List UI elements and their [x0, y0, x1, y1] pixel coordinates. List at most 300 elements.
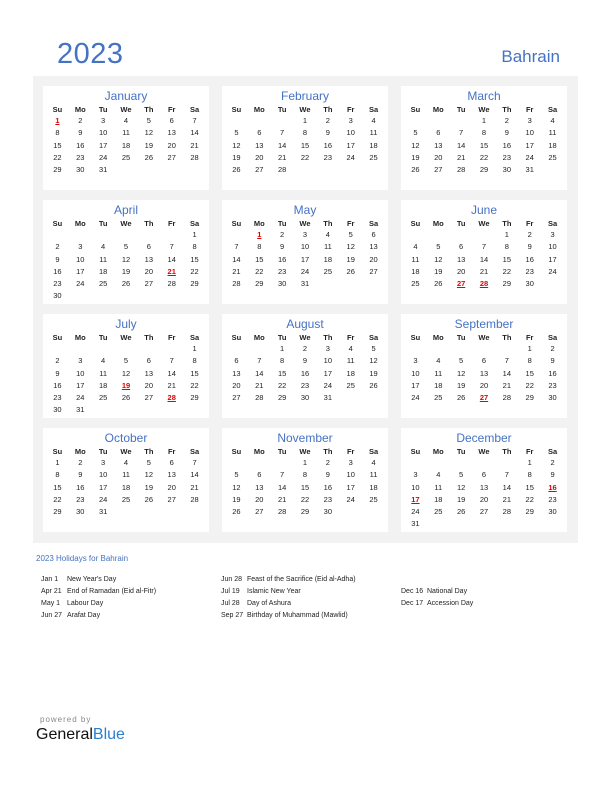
day-cell: 5	[234, 128, 239, 138]
day-cell: 30	[76, 165, 85, 175]
day-cell: 1	[280, 344, 285, 353]
day-cell: 9	[504, 128, 509, 138]
month-name: May	[293, 203, 317, 217]
weekday-header: Th	[323, 447, 333, 456]
day-cell: 20	[479, 380, 489, 390]
day-cell: 27	[255, 507, 264, 517]
day-cell: 15	[255, 254, 264, 264]
holiday-day: 19	[121, 380, 131, 390]
day-cell: 5	[459, 470, 464, 480]
day-cell: 25	[369, 494, 378, 504]
empty-cell	[271, 457, 294, 469]
day-cell: 27	[167, 494, 176, 504]
day-cell: 11	[369, 470, 378, 480]
day-cell: 31	[411, 519, 420, 529]
day-cell: 8	[527, 470, 532, 480]
holiday-row	[401, 598, 473, 610]
month-name: December	[456, 431, 512, 445]
holiday-day: 16	[548, 482, 557, 492]
day-cell: 25	[548, 152, 557, 162]
day-cell: 19	[456, 494, 466, 504]
day-cell: 23	[323, 152, 333, 162]
day-cell: 5	[234, 470, 239, 480]
day-cell: 27	[255, 165, 264, 175]
day-cell: 3	[550, 230, 555, 239]
weekday-header: Th	[502, 447, 512, 456]
day-cell: 25	[434, 393, 443, 403]
day-cell: 14	[277, 482, 287, 492]
empty-cell	[271, 115, 294, 127]
day-cell: 6	[169, 458, 174, 467]
day-cell: 2	[325, 116, 330, 125]
weekday-header: Th	[502, 105, 512, 114]
day-cell: 30	[300, 393, 310, 403]
day-cell: 6	[459, 242, 464, 252]
weekday-header: Mo	[432, 447, 444, 456]
day-cell: 22	[525, 494, 534, 504]
day-cell: 11	[548, 128, 557, 138]
month-grid	[43, 331, 209, 417]
day-cell: 18	[434, 494, 443, 504]
empty-cell	[404, 343, 427, 355]
day-cell: 29	[479, 165, 489, 175]
weekday-header: Tu	[456, 105, 466, 114]
day-cell: 31	[76, 405, 85, 415]
weekday-header: Sa	[547, 333, 558, 342]
holiday-name: New Year's Day	[67, 576, 117, 583]
month-name: July	[115, 317, 137, 331]
day-cell: 15	[525, 368, 534, 378]
day-cell: 19	[144, 140, 154, 150]
day-cell: 13	[167, 470, 176, 480]
empty-cell	[450, 229, 473, 241]
day-cell: 29	[300, 507, 310, 517]
day-cell: 31	[323, 393, 333, 403]
month-name: October	[104, 431, 148, 445]
day-cell: 11	[369, 128, 378, 138]
day-cell: 26	[456, 393, 466, 403]
holiday-name: Accession Day	[427, 600, 474, 607]
holiday-name: Arafat Day	[67, 612, 101, 619]
day-cell: 5	[348, 230, 353, 239]
month-name: March	[467, 89, 501, 103]
day-cell: 4	[436, 356, 441, 366]
day-cell: 31	[525, 165, 534, 175]
day-cell: 26	[456, 507, 466, 517]
day-cell: 8	[192, 242, 197, 252]
month-grid	[43, 103, 209, 176]
holiday-row	[41, 598, 156, 610]
brand-general: General	[36, 726, 93, 743]
day-cell: 22	[479, 152, 489, 162]
day-cell: 7	[459, 128, 464, 138]
day-cell: 19	[121, 266, 131, 276]
day-cell: 24	[98, 494, 108, 504]
day-cell: 13	[255, 482, 264, 492]
day-cell: 7	[504, 470, 509, 480]
day-cell: 18	[323, 254, 333, 264]
day-cell: 29	[255, 279, 264, 289]
month-grid	[401, 103, 567, 176]
month-april	[43, 200, 209, 304]
day-cell: 3	[413, 356, 418, 366]
day-cell: 15	[190, 368, 199, 378]
day-cell: 25	[346, 380, 355, 390]
day-cell: 11	[122, 470, 130, 480]
day-cell: 7	[280, 128, 285, 138]
day-cell: 29	[190, 279, 199, 289]
day-cell: 25	[411, 279, 420, 289]
weekday-header: Sa	[189, 219, 200, 228]
weekday-header: Su	[52, 219, 63, 228]
day-cell: 2	[302, 344, 308, 353]
weekday-header: Sa	[547, 219, 558, 228]
month-march	[401, 86, 567, 190]
day-cell: 6	[257, 128, 262, 138]
day-cell: 27	[369, 266, 378, 276]
day-cell: 12	[144, 470, 154, 480]
country-title: Bahrain	[501, 47, 560, 66]
day-cell: 3	[348, 116, 353, 125]
day-cell: 28	[190, 152, 199, 162]
day-cell: 15	[53, 482, 62, 492]
day-cell: 11	[323, 242, 332, 252]
weekday-header: Th	[502, 219, 512, 228]
month-name: November	[277, 431, 333, 445]
day-cell: 13	[144, 254, 154, 264]
day-cell: 16	[76, 482, 85, 492]
empty-cell	[225, 343, 248, 355]
empty-cell	[92, 343, 115, 355]
weekday-header: Fr	[167, 447, 176, 456]
weekday-header: We	[299, 333, 311, 342]
weekday-header: Th	[144, 333, 154, 342]
day-cell: 26	[121, 279, 131, 289]
day-cell: 17	[76, 266, 85, 276]
day-cell: 1	[302, 458, 308, 467]
day-cell: 4	[123, 458, 129, 467]
day-cell: 3	[527, 116, 532, 125]
day-cell: 24	[411, 393, 420, 403]
day-cell: 29	[525, 507, 534, 517]
day-cell: 21	[255, 380, 264, 390]
day-cell: 22	[277, 380, 287, 390]
day-cell: 1	[192, 344, 197, 353]
empty-cell	[115, 343, 138, 355]
day-cell: 9	[78, 470, 83, 480]
day-cell: 8	[55, 470, 60, 480]
weekday-header: Tu	[456, 219, 466, 228]
day-cell: 9	[55, 368, 60, 378]
day-cell: 12	[456, 482, 466, 492]
day-cell: 25	[121, 152, 131, 162]
empty-cell	[473, 457, 496, 469]
holiday-name: National Day	[427, 588, 468, 595]
day-cell: 13	[232, 368, 241, 378]
day-cell: 5	[123, 356, 129, 366]
day-cell: 4	[101, 356, 106, 366]
holiday-date: Dec 16	[401, 588, 424, 595]
holiday-column	[401, 574, 473, 610]
weekday-header: Th	[502, 333, 512, 342]
month-grid	[222, 103, 388, 176]
day-cell: 10	[323, 356, 333, 366]
day-cell: 4	[101, 242, 106, 252]
day-cell: 6	[481, 356, 487, 366]
day-cell: 20	[434, 152, 443, 162]
day-cell: 7	[504, 356, 509, 366]
day-cell: 18	[98, 266, 108, 276]
day-cell: 16	[502, 140, 512, 150]
weekday-header: Tu	[456, 333, 466, 342]
day-cell: 17	[76, 380, 85, 390]
day-cell: 10	[411, 368, 420, 378]
day-cell: 1	[504, 230, 509, 239]
day-cell: 12	[121, 368, 131, 378]
day-cell: 29	[277, 393, 287, 403]
day-cell: 4	[550, 116, 555, 125]
day-cell: 22	[300, 494, 310, 504]
weekday-header: Fr	[167, 219, 176, 228]
day-cell: 17	[323, 368, 333, 378]
year-title: 2023	[57, 38, 124, 70]
weekday-header: Mo	[432, 333, 444, 342]
empty-cell	[248, 343, 271, 355]
day-cell: 21	[456, 152, 466, 162]
day-cell: 11	[122, 128, 130, 138]
day-cell: 30	[53, 405, 62, 415]
day-cell: 1	[55, 458, 60, 467]
day-cell: 10	[300, 242, 310, 252]
day-cell: 6	[146, 242, 151, 252]
day-cell: 6	[481, 470, 487, 480]
day-cell: 30	[53, 291, 62, 301]
month-name: April	[113, 203, 138, 217]
empty-cell	[225, 115, 248, 127]
day-cell: 14	[479, 254, 489, 264]
weekday-header: Su	[410, 333, 421, 342]
day-cell: 2	[325, 458, 330, 467]
day-cell: 20	[456, 266, 466, 276]
day-cell: 2	[55, 356, 60, 366]
holiday-day: 27	[456, 279, 466, 289]
day-cell: 10	[411, 482, 420, 492]
weekday-header: We	[478, 219, 490, 228]
empty-cell	[46, 343, 69, 355]
day-cell: 16	[300, 368, 310, 378]
day-cell: 13	[369, 242, 378, 252]
empty-cell	[46, 229, 69, 241]
day-cell: 29	[53, 165, 62, 175]
day-cell: 11	[99, 254, 108, 264]
day-cell: 8	[302, 470, 308, 480]
weekday-header: Tu	[98, 333, 108, 342]
weekday-header: Sa	[189, 447, 200, 456]
day-cell: 14	[190, 128, 199, 138]
day-cell: 20	[144, 266, 154, 276]
day-cell: 2	[78, 458, 83, 467]
day-cell: 14	[277, 140, 287, 150]
holiday-day: 21	[167, 266, 176, 276]
empty-cell	[404, 115, 427, 127]
weekday-header: Tu	[98, 105, 108, 114]
day-cell: 9	[280, 242, 285, 252]
day-cell: 18	[346, 368, 355, 378]
day-cell: 16	[548, 368, 557, 378]
empty-cell	[69, 343, 92, 355]
day-cell: 16	[323, 140, 333, 150]
day-cell: 24	[76, 279, 85, 289]
weekday-header: Fr	[525, 333, 534, 342]
day-cell: 23	[548, 494, 557, 504]
day-cell: 24	[548, 266, 557, 276]
day-cell: 7	[257, 356, 262, 366]
weekday-header: We	[299, 447, 311, 456]
day-cell: 19	[232, 152, 241, 162]
holiday-row	[401, 574, 473, 586]
day-cell: 24	[525, 152, 534, 162]
day-cell: 13	[456, 254, 466, 264]
empty-cell	[427, 115, 450, 127]
weekday-header: We	[120, 105, 132, 114]
day-cell: 28	[255, 393, 264, 403]
day-cell: 7	[192, 458, 197, 467]
day-cell: 12	[144, 128, 154, 138]
day-cell: 1	[481, 116, 487, 125]
day-cell: 23	[300, 380, 310, 390]
day-cell: 5	[436, 242, 441, 252]
weekday-header: Su	[231, 105, 242, 114]
day-cell: 24	[76, 393, 85, 403]
day-cell: 28	[277, 165, 287, 175]
holiday-day: 1	[257, 230, 262, 239]
day-cell: 7	[481, 242, 487, 252]
day-cell: 12	[434, 254, 443, 264]
month-grid	[43, 445, 209, 518]
day-cell: 30	[502, 165, 512, 175]
day-cell: 26	[411, 165, 420, 175]
day-cell: 25	[434, 507, 443, 517]
day-cell: 29	[525, 393, 534, 403]
weekday-header: We	[478, 447, 490, 456]
day-cell: 30	[323, 507, 333, 517]
day-cell: 23	[502, 152, 512, 162]
month-february	[222, 86, 388, 190]
day-cell: 11	[411, 254, 420, 264]
day-cell: 25	[98, 393, 108, 403]
day-cell: 6	[371, 230, 376, 239]
weekday-header: Su	[52, 333, 63, 342]
holiday-date: Jun 28	[221, 576, 243, 583]
holiday-date: Jan 1	[41, 576, 59, 583]
holiday-date: Sep 27	[221, 612, 244, 619]
weekday-header: Sa	[547, 105, 558, 114]
day-cell: 24	[98, 152, 108, 162]
month-name: February	[280, 89, 330, 103]
holiday-name: Feast of the Sacrifice (Eid al-Adha)	[247, 576, 356, 583]
day-cell: 18	[548, 140, 557, 150]
day-cell: 4	[371, 458, 376, 467]
weekday-header: Sa	[547, 447, 558, 456]
month-name: June	[470, 203, 498, 217]
day-cell: 11	[434, 482, 443, 492]
day-cell: 3	[78, 356, 83, 366]
day-cell: 13	[255, 140, 264, 150]
day-cell: 25	[121, 494, 131, 504]
day-cell: 7	[169, 356, 174, 366]
day-cell: 17	[346, 140, 355, 150]
day-cell: 29	[190, 393, 199, 403]
day-cell: 18	[121, 140, 131, 150]
day-cell: 28	[277, 507, 287, 517]
day-cell: 6	[146, 356, 151, 366]
weekday-header: Su	[52, 447, 63, 456]
day-cell: 29	[502, 279, 512, 289]
day-cell: 10	[98, 470, 108, 480]
day-cell: 18	[121, 482, 131, 492]
day-cell: 10	[548, 242, 557, 252]
day-cell: 5	[459, 356, 464, 366]
empty-cell	[427, 229, 450, 241]
weekday-header: Th	[144, 105, 154, 114]
weekday-header: Mo	[253, 447, 265, 456]
weekday-header: Sa	[368, 333, 379, 342]
day-cell: 21	[190, 482, 199, 492]
day-cell: 26	[232, 507, 241, 517]
day-cell: 22	[190, 266, 199, 276]
day-cell: 26	[369, 380, 378, 390]
day-cell: 26	[346, 266, 355, 276]
holiday-date: May 1	[41, 600, 61, 607]
weekday-header: Th	[323, 219, 333, 228]
day-cell: 19	[346, 254, 355, 264]
holiday-day: 28	[167, 393, 176, 403]
day-cell: 7	[169, 242, 174, 252]
day-cell: 14	[232, 254, 241, 264]
weekday-header: Tu	[277, 105, 287, 114]
day-cell: 7	[192, 116, 197, 125]
weekday-header: Fr	[346, 447, 355, 456]
day-cell: 4	[123, 116, 129, 125]
day-cell: 30	[76, 507, 85, 517]
day-cell: 23	[525, 266, 534, 276]
weekday-header: Mo	[74, 105, 86, 114]
month-january	[43, 86, 209, 190]
holiday-row	[221, 586, 356, 598]
month-name: January	[104, 89, 148, 103]
day-cell: 6	[234, 356, 239, 366]
weekday-header: Tu	[98, 219, 108, 228]
weekday-header: Su	[231, 447, 242, 456]
day-cell: 11	[346, 356, 355, 366]
empty-cell	[495, 457, 518, 469]
day-cell: 14	[190, 470, 199, 480]
day-cell: 8	[504, 242, 509, 252]
day-cell: 16	[277, 254, 287, 264]
day-cell: 14	[502, 482, 512, 492]
day-cell: 26	[144, 152, 154, 162]
day-cell: 17	[346, 482, 355, 492]
day-cell: 14	[255, 368, 264, 378]
day-cell: 2	[78, 116, 83, 125]
day-cell: 24	[300, 266, 310, 276]
day-cell: 7	[234, 242, 239, 252]
day-cell: 18	[369, 140, 378, 150]
day-cell: 21	[232, 266, 241, 276]
day-cell: 26	[121, 393, 131, 403]
weekday-header: Mo	[74, 219, 86, 228]
holiday-day: 27	[479, 393, 489, 403]
